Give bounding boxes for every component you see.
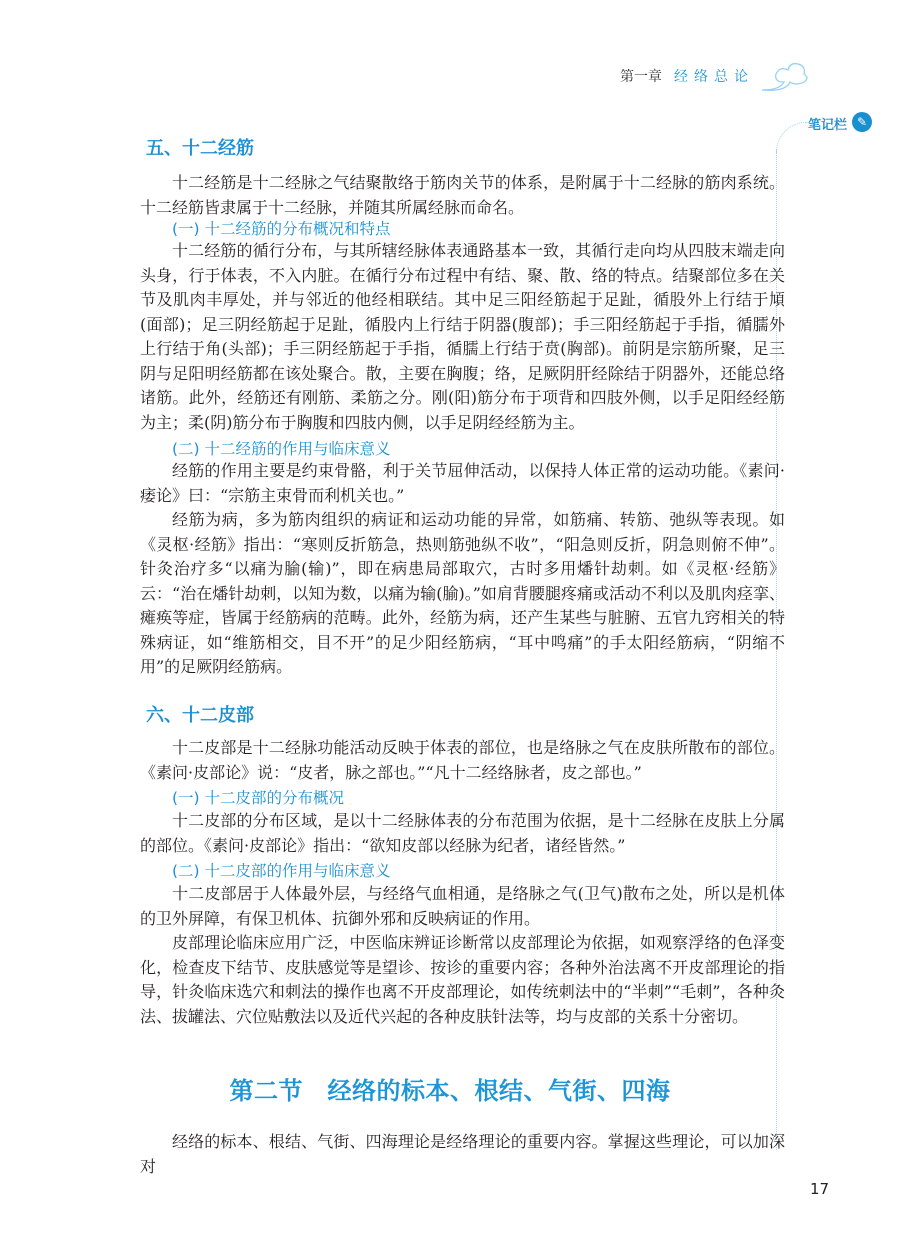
page-number: 17 — [810, 1180, 830, 1198]
paragraph: 十二经筋是十二经脉之气结聚散络于筋肉关节的体系，是附属于十二经脉的筋肉系统。十二经筋皆隶属于十二经脉，并随其所属经脉而命名。 — [140, 173, 785, 217]
paragraph: 十二皮部的分布区域，是以十二经脉体表的分布范围为依据，是十二经脉在皮肤上分属的部位。《素问·皮部论》指出：“欲知皮部以经脉为纪者，诸经皆然。” — [140, 811, 785, 855]
subheading: (一) 十二皮部的分布概况 — [172, 789, 345, 807]
paragraph: 经筋的作用主要是约束骨骼，利于关节屈伸活动，以保持人体正常的运动功能。《素问·痿论》曰：“宗筋主束骨而利机关也。” — [140, 461, 785, 505]
paragraph: 经络的标本、根结、气街、四海理论是经络理论的重要内容。掌握这些理论，可以加深对 — [140, 1132, 785, 1176]
paragraph: 十二经筋的循行分布，与其所辖经脉体表通路基本一致，其循行走向均从四肢末端走向头身，行于体表，不入内脏。在循行分布过程中有结、聚、散、络的特点。结聚部位多在关节及肌肉丰厚处，并与邻近的他经相联结。其中足三阳经筋起于足趾，循股外上行结于頄(面部)；足三阴经筋起于足趾，循股内上行结于阴器(腹部)；手三阳经筋起于手指，循臑外上行结于角(头部)；手三阴经筋起于手指，循臑上行结于贲(胸部)。前阴是宗筋所聚，足三阴与足阳明经筋都在该处聚合。散，主要在胸腹；络，足厥阴肝经除结于阴器外，还能总络诸筋。此外，经筋还有刚筋、柔筋之分。刚(阳)筋分布于项背和四肢外侧，以手足阳经经筋为主；柔(阴)筋分布于胸腹和四肢内侧，以手足阴经经筋为主。 — [140, 241, 785, 432]
paragraph: 经筋为病，多为筋肉组织的病证和运动功能的异常，如筋痛、转筋、弛纵等表现。如《灵枢·经筋》指出：“寒则反折筋急，热则筋弛纵不收”，“阳急则反折，阴急则俯不伸”。针灸治疗多“以痛为腧(输)”，即在病患局部取穴，古时多用燔针劫刺。如《灵枢·经筋》云：“治在燔针劫刺，以知为数，以痛为输(腧)。”如肩背腰腿疼痛或活动不利以及肌肉痉挛、瘫痪等症，皆属于经筋病的范畴。此外，经筋为病，还产生某些与脏腑、五官九窍相关的特殊病证，如“维筋相交，目不开”的足少阳经筋病，“耳中鸣痛”的手太阳经筋病，“阴缩不用”的足厥阴经筋病。 — [140, 510, 785, 676]
paragraph: 皮部理论临床应用广泛，中医临床辨证诊断常以皮部理论为依据，如观察浮络的色泽变化，检查皮下结节、皮肤感觉等是望诊、按诊的重要内容；各种外治法离不开皮部理论的指导，针灸临床选穴和刺法的操作也离不开皮部理论，如传统刺法中的“半刺”“毛刺”，各种灸法、拔罐法、穴位贴敷法以及近代兴起的各种皮肤针法等，均与皮部的关系十分密切。 — [140, 933, 785, 1026]
section-title: 第二节 经络的标本、根结、气街、四海 — [229, 1077, 671, 1105]
subheading: (二) 十二皮部的作用与临床意义 — [172, 862, 391, 880]
notes-column-label: 笔记栏 — [808, 118, 848, 133]
notes-pencil-icon: ✎ — [852, 112, 872, 132]
subheading: (二) 十二经筋的作用与临床意义 — [172, 440, 391, 458]
section-heading: 五、十二经筋 — [146, 138, 254, 159]
paragraph: 十二皮部居于人体最外层，与经络气血相通，是络脉之气(卫气)散布之处，所以是机体的卫外屏障，有保卫机体、抗御外邪和反映病证的作用。 — [140, 884, 785, 928]
section-heading: 六、十二皮部 — [146, 705, 254, 726]
cloud-ornament-icon — [760, 60, 810, 94]
chapter-number: 第一章 — [620, 69, 662, 85]
running-header — [620, 60, 810, 94]
subheading: (一) 十二经筋的分布概况和特点 — [172, 220, 391, 238]
chapter-title: 经络总论 — [674, 69, 754, 85]
paragraph: 十二皮部是十二经脉功能活动反映于体表的部位，也是络脉之气在皮肤所散布的部位。《素问·皮部论》说：“皮者，脉之部也。”“凡十二经络脉者，皮之部也。” — [140, 738, 785, 782]
